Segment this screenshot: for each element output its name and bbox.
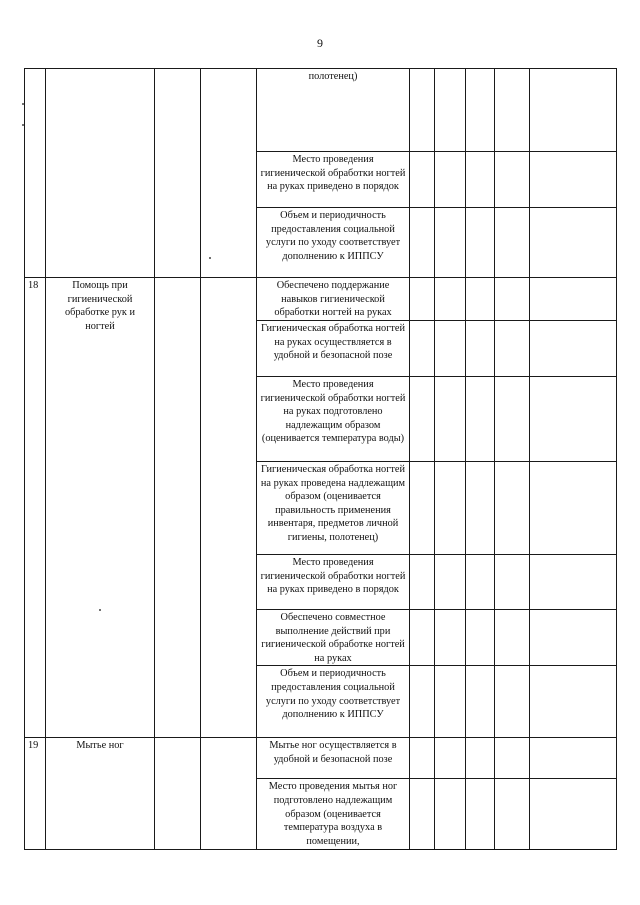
row-number-cell: 18 <box>25 278 46 738</box>
empty-cell <box>466 555 495 610</box>
empty-cell <box>530 738 617 779</box>
empty-cell <box>530 555 617 610</box>
table-row <box>25 738 617 779</box>
empty-cell <box>495 666 530 738</box>
empty-cell <box>435 208 466 278</box>
empty-cell <box>410 738 435 779</box>
empty-cell <box>435 779 466 850</box>
empty-cell <box>410 152 435 208</box>
empty-cell <box>466 321 495 377</box>
empty-cell <box>466 462 495 555</box>
empty-cell <box>495 208 530 278</box>
empty-cell <box>495 152 530 208</box>
empty-cell <box>530 69 617 152</box>
empty-cell <box>435 462 466 555</box>
criterion-cell: Объем и периодичность предоставления социальной услуги по уходу соответствует дополнению к ИППСУ <box>257 208 410 278</box>
scan-speck <box>22 124 24 126</box>
empty-cell <box>466 738 495 779</box>
criterion-cell: Обеспечено совместное выполнение действий при гигиенической обработке ногтей на руках <box>257 610 410 666</box>
empty-cell <box>410 779 435 850</box>
empty-cell <box>410 462 435 555</box>
empty-cell <box>410 208 435 278</box>
service-name-cell <box>46 69 155 278</box>
empty-cell <box>410 278 435 321</box>
empty-cell <box>201 278 257 738</box>
empty-cell <box>435 377 466 462</box>
criterion-cell: Место проведения гигиенической обработки ногтей на руках подготовлено надлежащим образом (оценивается температура воды) <box>257 377 410 462</box>
criterion-cell: Место проведения мытья ног подготовлено надлежащим образом (оценивается температура воздуха в помещении, <box>257 779 410 850</box>
criterion-cell: Место проведения гигиенической обработки ногтей на руках приведено в порядок <box>257 152 410 208</box>
empty-cell <box>435 555 466 610</box>
empty-cell <box>495 555 530 610</box>
empty-cell <box>410 321 435 377</box>
empty-cell <box>410 555 435 610</box>
empty-cell <box>530 779 617 850</box>
empty-cell <box>530 208 617 278</box>
empty-cell <box>201 69 257 278</box>
page-number: 9 <box>317 36 323 50</box>
criterion-cell: Гигиеническая обработка ногтей на руках осуществляется в удобной и безопасной позе <box>257 321 410 377</box>
empty-cell <box>155 69 201 278</box>
empty-cell <box>435 278 466 321</box>
empty-cell <box>466 152 495 208</box>
row-number-cell: 19 <box>25 738 46 850</box>
criterion-cell: Гигиеническая обработка ногтей на руках проведена надлежащим образом (оценивается правильность применения инвентаря, предметов личной гигиены, полотенец) <box>257 462 410 555</box>
service-name-cell: Мытье ног <box>46 738 155 850</box>
criterion-cell: Мытье ног осуществляется в удобной и безопасной позе <box>257 738 410 779</box>
empty-cell <box>155 278 201 738</box>
empty-cell <box>466 666 495 738</box>
empty-cell <box>466 278 495 321</box>
empty-cell <box>495 377 530 462</box>
criterion-cell: Объем и периодичность предоставления социальной услуги по уходу соответствует дополнению к ИППСУ <box>257 666 410 738</box>
empty-cell <box>495 69 530 152</box>
empty-cell <box>435 152 466 208</box>
empty-cell <box>201 738 257 850</box>
empty-cell <box>530 666 617 738</box>
empty-cell <box>155 738 201 850</box>
service-quality-table <box>24 68 617 850</box>
empty-cell <box>435 321 466 377</box>
table-row <box>25 69 617 152</box>
scan-speck <box>209 257 211 259</box>
table-row <box>25 278 617 321</box>
empty-cell <box>435 69 466 152</box>
scan-speck <box>22 103 24 105</box>
empty-cell <box>466 69 495 152</box>
empty-cell <box>466 208 495 278</box>
empty-cell <box>495 278 530 321</box>
empty-cell <box>435 738 466 779</box>
empty-cell <box>435 610 466 666</box>
criterion-cell: Место проведения гигиенической обработки ногтей на руках приведено в порядок <box>257 555 410 610</box>
row-number-cell <box>25 69 46 278</box>
empty-cell <box>530 462 617 555</box>
empty-cell <box>530 377 617 462</box>
empty-cell <box>410 666 435 738</box>
empty-cell <box>466 610 495 666</box>
empty-cell <box>530 610 617 666</box>
empty-cell <box>410 377 435 462</box>
empty-cell <box>410 610 435 666</box>
empty-cell <box>530 278 617 321</box>
empty-cell <box>495 779 530 850</box>
empty-cell <box>466 377 495 462</box>
empty-cell <box>435 666 466 738</box>
empty-cell <box>495 462 530 555</box>
empty-cell <box>495 738 530 779</box>
empty-cell <box>466 779 495 850</box>
empty-cell <box>495 321 530 377</box>
empty-cell <box>495 610 530 666</box>
criterion-cell: полотенец) <box>257 69 410 152</box>
empty-cell <box>410 69 435 152</box>
service-name-cell: Помощь при гигиенической обработке рук и ногтей <box>46 278 155 738</box>
empty-cell <box>530 321 617 377</box>
empty-cell <box>530 152 617 208</box>
criterion-cell: Обеспечено поддержание навыков гигиенической обработки ногтей на руках <box>257 278 410 321</box>
scan-speck <box>99 609 101 611</box>
